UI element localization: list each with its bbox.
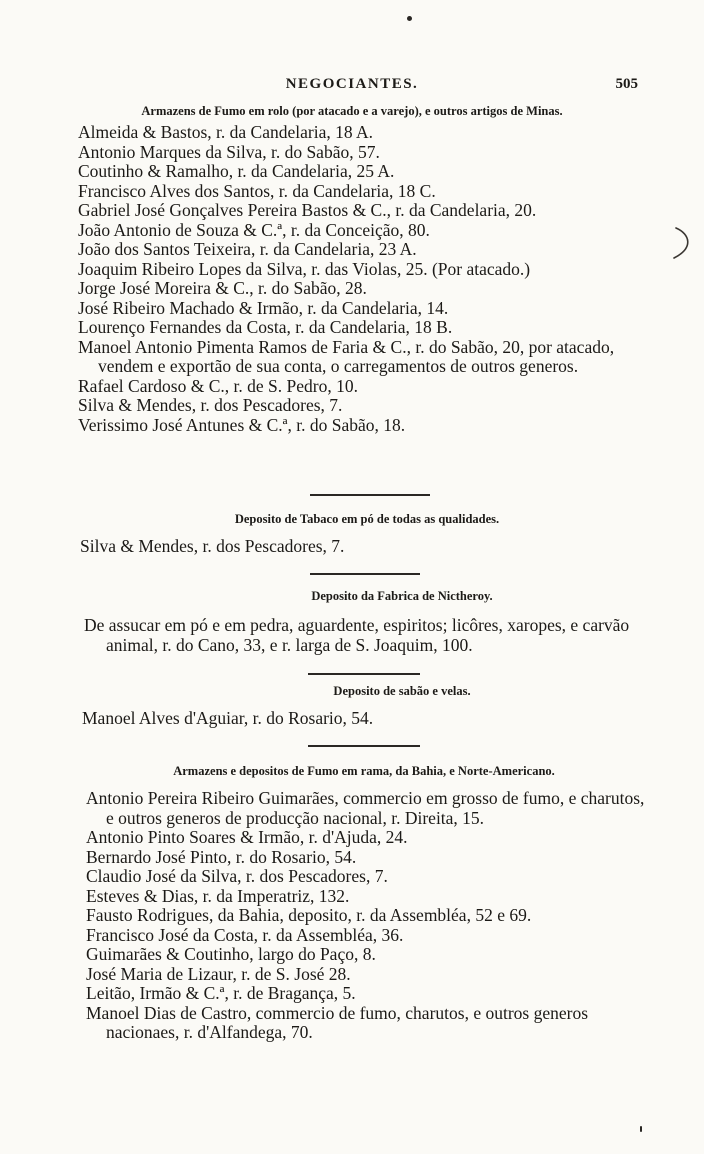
list-item: Silva & Mendes, r. dos Pescadores, 7.: [80, 536, 345, 556]
section-fumo-em-rolo: [0, 104, 704, 435]
page-header: [0, 76, 704, 100]
list-item: João Antonio de Souza & C.ª, r. da Conceição, 80.: [78, 219, 430, 240]
section-fumo-em-rama: [0, 764, 704, 1043]
entry-list: [82, 709, 640, 729]
page-title: NEGOCIANTES.: [285, 76, 419, 92]
list-item: Almeida & Bastos, r. da Candelaria, 18 A.: [78, 122, 374, 142]
page-speck: [640, 1126, 642, 1132]
list-item: Esteves & Dias, r. da Imperatriz, 132.: [86, 885, 350, 906]
list-item: Silva & Mendes, r. dos Pescadores, 7.: [78, 395, 343, 415]
list-item: Coutinho & Ramalho, r. da Candelaria, 25 A.: [78, 161, 395, 181]
list-item: Verissimo José Antunes & C.ª, r. do Sabão, 18.: [78, 414, 406, 435]
list-item: Claudio José da Silva, r. dos Pescadores, 7.: [86, 866, 388, 886]
section-sabao-velas: [0, 684, 704, 729]
list-item: De assucar em pó e em pedra, aguardente, espiritos; licôres, xaropes, e carvão animal, r. do Cano, 33, e r. larga de S. Joaquim, 100.: [84, 615, 630, 655]
section-divider: [308, 745, 420, 747]
margin-pencil-mark: [670, 226, 696, 262]
list-item: Joaquim Ribeiro Lopes da Silva, r. das Violas, 25. (Por atacado.): [78, 258, 531, 279]
list-item: Bernardo José Pinto, r. do Rosario, 54.: [86, 846, 357, 867]
list-item: Manoel Antonio Pimenta Ramos de Faria & C., r. do Sabão, 20, por atacado, vendem e exportão de sua conta, o carregamentos de outros generos.: [78, 336, 615, 376]
page-number: 505: [615, 76, 638, 92]
section-divider: [308, 673, 420, 675]
entry-list: [80, 537, 640, 557]
list-item: Rafael Cardoso & C., r. de S. Pedro, 10.: [78, 375, 358, 396]
list-item: Fausto Rodrigues, da Bahia, deposito, r. da Assembléa, 52 e 69.: [86, 905, 532, 925]
entry-list: [84, 616, 652, 655]
list-item: Manoel Dias de Castro, commercio de fumo, charutos, e outros generos nacionaes, r. d'Alfandega, 70.: [86, 1002, 589, 1042]
list-item: Francisco José da Costa, r. da Assembléa, 36.: [86, 924, 404, 945]
list-item: Gabriel José Gonçalves Pereira Bastos & C., r. da Candelaria, 20.: [78, 200, 537, 220]
list-item: José Ribeiro Machado & Irmão, r. da Candelaria, 14.: [78, 297, 449, 318]
list-item: Antonio Pereira Ribeiro Guimarães, commercio em grosso de fumo, e charutos, e outros generos de producção nacional, r. Direita, 15.: [86, 788, 645, 828]
section-divider: [310, 494, 430, 496]
section-title: Deposito de sabão e velas.: [333, 684, 471, 698]
list-item: Guimarães & Coutinho, largo do Paço, 8.: [86, 944, 376, 964]
list-item: Leitão, Irmão & C.ª, r. de Bragança, 5.: [86, 983, 356, 1003]
section-divider: [310, 573, 420, 575]
list-item: Antonio Marques da Silva, r. do Sabão, 57.: [78, 141, 380, 162]
entry-list: [86, 789, 652, 1043]
list-item: Francisco Alves dos Santos, r. da Candelaria, 18 C.: [78, 180, 436, 201]
list-item: José Maria de Lizaur, r. de S. José 28.: [86, 963, 351, 984]
section-title: Armazens e depositos de Fumo em rama, da Bahia, e Norte-Americano.: [173, 764, 555, 778]
list-item: Antonio Pinto Soares & Irmão, r. d'Ajuda, 24.: [86, 827, 408, 847]
list-item: João dos Santos Teixeira, r. da Candelaria, 23 A.: [78, 239, 417, 259]
section-tabaco-em-po: [0, 512, 704, 557]
section-title: Deposito de Tabaco em pó de todas as qualidades.: [234, 512, 500, 526]
entry-list: [78, 123, 640, 435]
section-fabrica-nictheroy: [0, 589, 704, 655]
section-title: Deposito da Fabrica de Nictheroy.: [311, 589, 493, 603]
section-title: Armazens de Fumo em rolo (por atacado e a varejo), e outros artigos de Minas.: [141, 104, 563, 118]
page-speck: [407, 16, 412, 21]
list-item: Jorge José Moreira & C., r. do Sabão, 28.: [78, 278, 367, 298]
list-item: Lourenço Fernandes da Costa, r. da Candelaria, 18 B.: [78, 317, 453, 337]
list-item: Manoel Alves d'Aguiar, r. do Rosario, 54.: [82, 708, 374, 728]
